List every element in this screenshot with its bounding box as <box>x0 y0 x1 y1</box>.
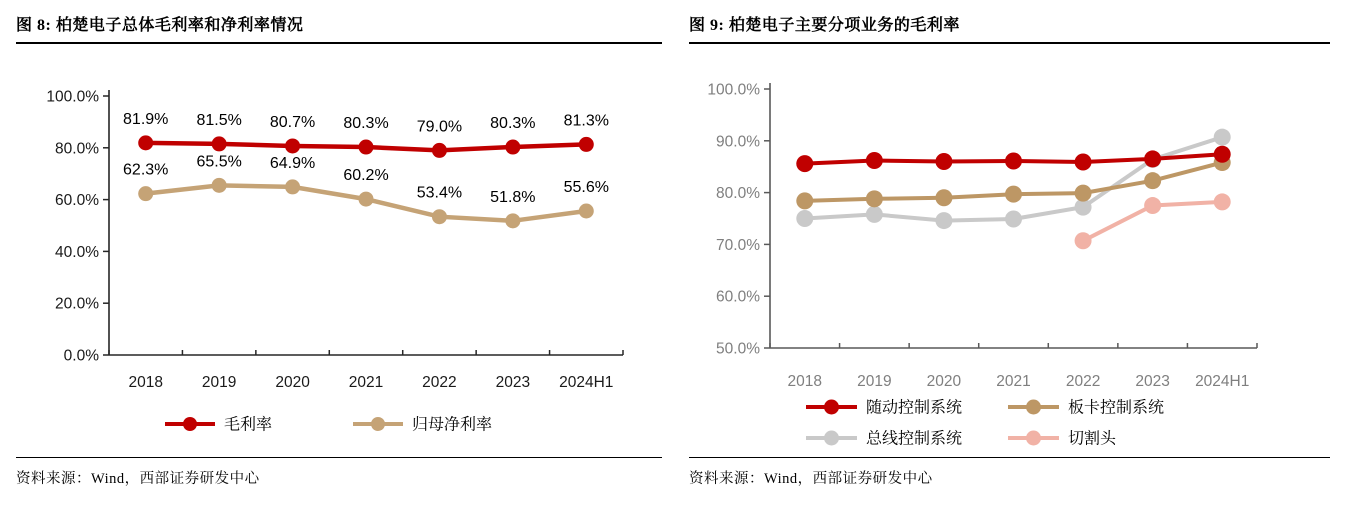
data-point <box>1144 150 1161 167</box>
y-axis-tick-label: 80.0% <box>55 140 99 158</box>
data-point <box>1144 172 1161 189</box>
data-point <box>1214 146 1231 163</box>
legend-marker-dot <box>183 417 197 431</box>
source-divider <box>16 457 662 458</box>
source-note: 资料来源：Wind，西部证券研发中心 <box>689 471 933 487</box>
data-point <box>212 178 227 193</box>
data-point <box>1005 211 1022 228</box>
data-point <box>1144 197 1161 214</box>
x-axis-tick-label: 2020 <box>926 373 962 390</box>
legend-label: 毛利率 <box>224 416 273 434</box>
x-axis-tick-label: 2021 <box>348 374 384 391</box>
data-point <box>1075 232 1092 249</box>
x-axis-tick-label: 2018 <box>787 373 823 390</box>
data-point <box>866 206 883 223</box>
y-axis-tick-label: 100.0% <box>46 88 99 106</box>
data-point <box>1075 154 1092 171</box>
x-axis-tick-label: 2024H1 <box>1195 373 1250 390</box>
x-axis-tick-label: 2020 <box>275 374 310 391</box>
data-point-label: 80.3% <box>490 115 536 133</box>
legend-label: 切割头 <box>1068 430 1117 448</box>
data-point-label: 81.3% <box>563 112 609 130</box>
x-axis-tick-label: 2021 <box>996 373 1031 390</box>
y-axis-tick-label: 80.0% <box>716 185 760 203</box>
source-divider <box>689 457 1330 458</box>
data-point-label: 53.4% <box>416 184 463 202</box>
x-axis-tick-label: 2018 <box>128 374 163 391</box>
data-point <box>935 153 952 170</box>
legend-marker-dot <box>1026 400 1041 415</box>
data-point <box>1005 186 1022 203</box>
data-point <box>935 212 952 229</box>
y-axis-tick-label: 0.0% <box>63 347 99 365</box>
data-point-label: 64.9% <box>269 154 316 172</box>
x-axis-tick-label: 2019 <box>857 373 892 390</box>
data-point-label: 80.7% <box>269 113 316 131</box>
data-point <box>579 203 594 218</box>
data-point <box>505 140 520 155</box>
x-axis-tick-label: 2023 <box>495 374 531 391</box>
data-point <box>1075 185 1092 202</box>
legend-marker-dot <box>371 417 385 431</box>
data-point-label: 60.2% <box>343 167 389 185</box>
title-divider <box>689 42 1330 44</box>
data-point <box>212 136 227 151</box>
y-axis-tick-label: 100.0% <box>707 81 760 99</box>
data-point-label: 81.9% <box>123 110 169 128</box>
data-point <box>1005 153 1022 170</box>
figure-panel-9 <box>689 0 1330 488</box>
x-axis-tick-label: 2023 <box>1135 373 1170 390</box>
data-point <box>866 190 883 207</box>
legend-label: 总线控制系统 <box>866 430 963 448</box>
x-axis-tick-label: 2022 <box>422 374 457 391</box>
data-point-label: 51.8% <box>490 188 536 206</box>
data-point <box>432 143 447 158</box>
legend-marker-dot <box>1026 431 1041 446</box>
data-point-label: 55.6% <box>563 178 609 196</box>
legend-label: 板卡控制系统 <box>1068 399 1165 417</box>
data-point <box>1214 193 1231 210</box>
title-divider <box>16 42 662 44</box>
y-axis-tick-label: 60.0% <box>716 288 760 306</box>
data-point <box>359 192 374 207</box>
x-axis-tick-label: 2024H1 <box>559 374 614 391</box>
figure-title: 图 9: 柏楚电子主要分项业务的毛利率 <box>689 17 960 34</box>
y-axis-tick-label: 60.0% <box>55 192 99 210</box>
data-point <box>285 179 300 194</box>
data-point-label: 62.3% <box>123 161 169 179</box>
x-axis-tick-label: 2022 <box>1065 373 1101 390</box>
data-point <box>935 189 952 206</box>
data-point <box>138 135 153 150</box>
figure-title: 图 8: 柏楚电子总体毛利率和净利率情况 <box>16 17 304 34</box>
data-point <box>1214 129 1231 146</box>
y-axis-tick-label: 90.0% <box>716 133 760 151</box>
legend-label: 归母净利率 <box>412 416 493 434</box>
data-point-label: 81.5% <box>196 111 242 129</box>
x-axis-tick-label: 2019 <box>201 374 237 391</box>
y-axis-tick-label: 40.0% <box>55 243 99 261</box>
y-axis-tick-label: 20.0% <box>55 295 99 313</box>
data-point <box>138 186 153 201</box>
data-point-label: 79.0% <box>416 118 463 136</box>
data-point <box>505 213 520 228</box>
legend-label: 随动控制系统 <box>866 399 963 417</box>
line-chart-margins-overall <box>16 45 662 457</box>
legend-marker-dot <box>824 431 839 446</box>
y-axis-tick-label: 50.0% <box>716 340 760 358</box>
data-point <box>579 137 594 152</box>
data-point <box>432 209 447 224</box>
data-point-label: 80.3% <box>343 115 389 133</box>
data-point <box>285 138 300 153</box>
data-point <box>796 155 813 172</box>
data-point <box>796 210 813 227</box>
data-point <box>866 152 883 169</box>
data-point-label: 65.5% <box>196 153 242 171</box>
y-axis-tick-label: 70.0% <box>716 236 760 254</box>
data-point <box>796 192 813 209</box>
data-point <box>359 140 374 155</box>
legend-marker-dot <box>824 400 839 415</box>
figure-panel-8 <box>16 0 662 488</box>
line-chart-margins-by-segment <box>689 45 1330 457</box>
source-note: 资料来源：Wind，西部证券研发中心 <box>16 471 260 487</box>
